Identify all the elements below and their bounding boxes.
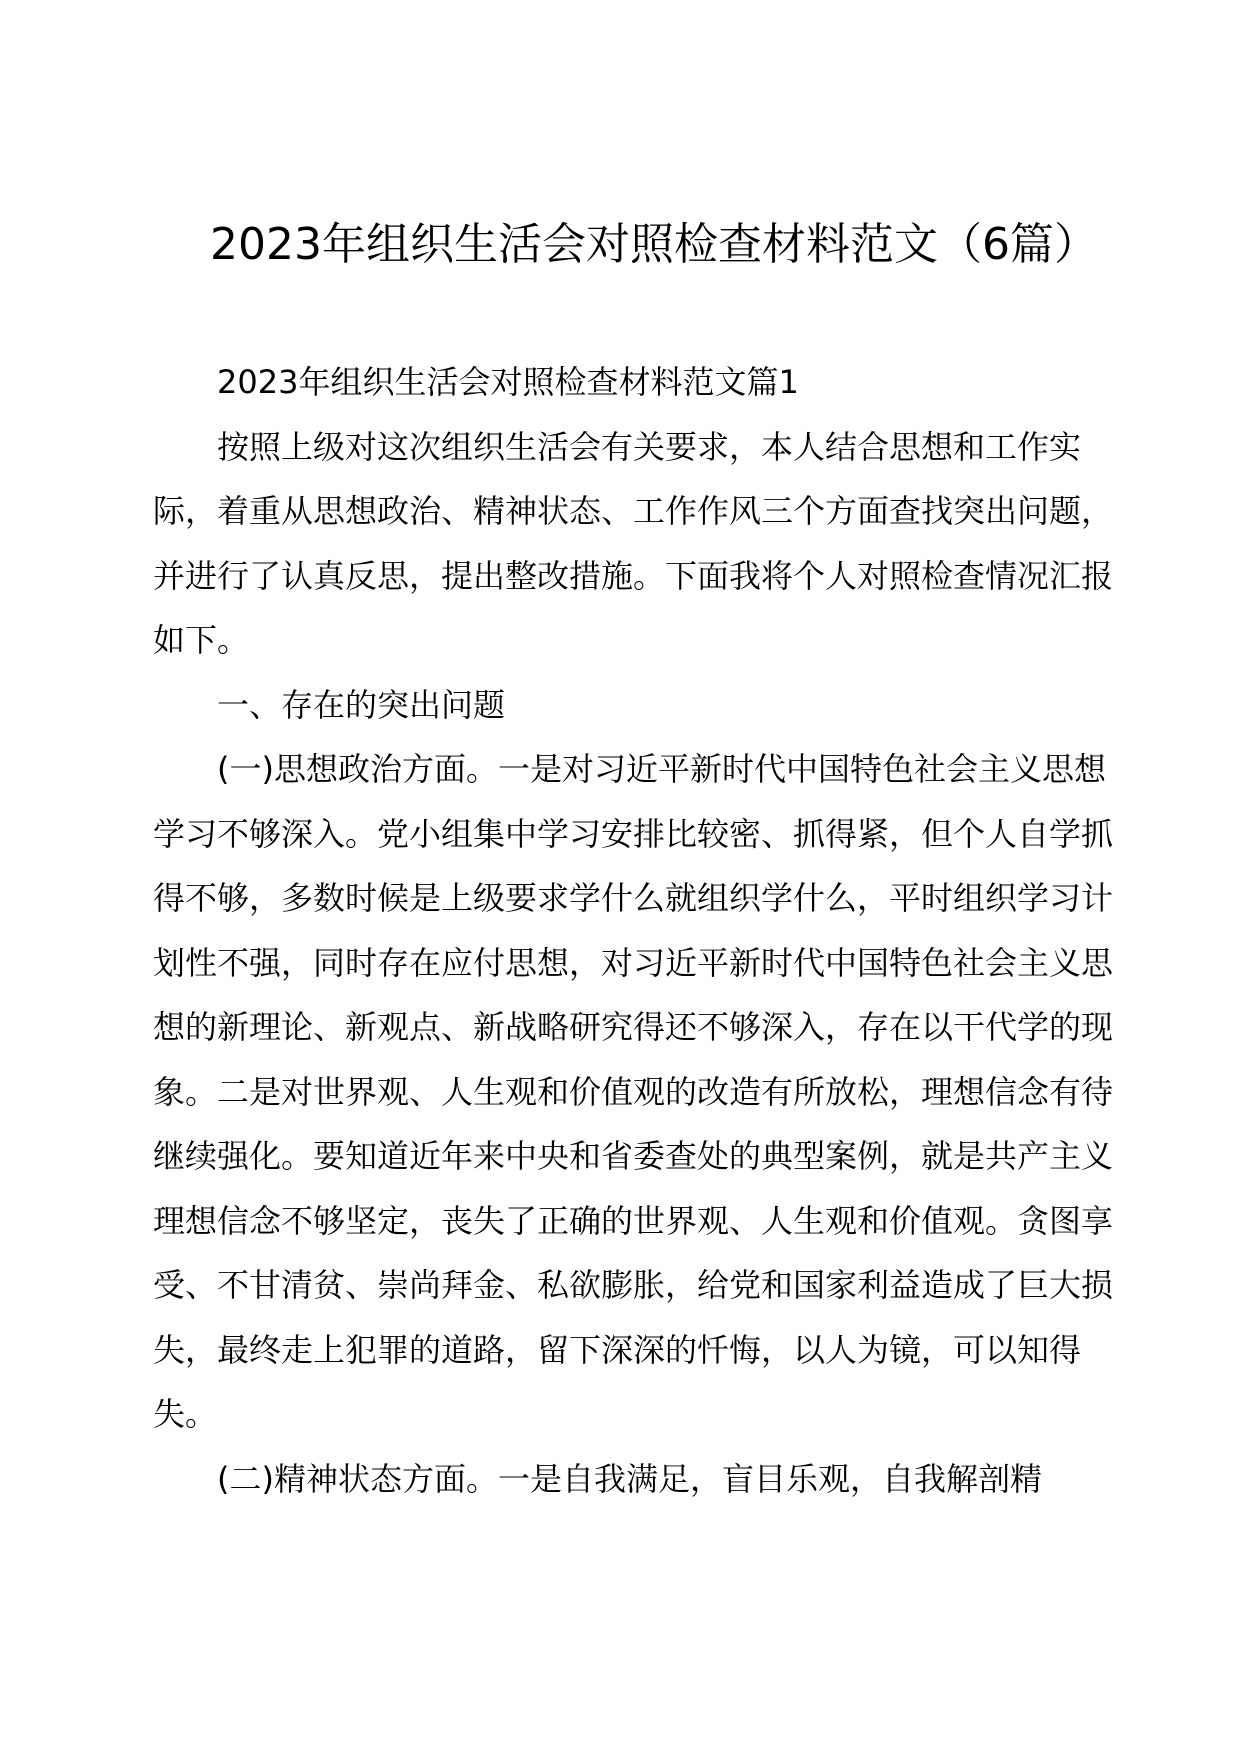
paragraph: 按照上级对这次组织生活会有关要求，本人结合思想和工作实际，着重从思想政治、精神状态、工作作风三个方面查找突出问题，并进行了认真反思，提出整改措施。下面我将个人对照检查情况汇报如下。 bbox=[153, 427, 1114, 659]
paragraph: (二)精神状态方面。一是自我满足，盲目乐观，自我解剖精 bbox=[217, 1459, 1042, 1498]
document-title: 2023年组织生活会对照检查材料范文（6篇） bbox=[210, 219, 1098, 270]
section-heading: 2023年组织生活会对照检查材料范文篇1 bbox=[217, 363, 799, 401]
paragraph: (一)思想政治方面。一是对习近平新时代中国特色社会主义思想学习不够深入。党小组集中学习安排比较密、抓得紧，但个人自学抓得不够，多数时候是上级要求学什么就组织学什么，平时组织学习计划性不强，同时存在应付思想，对习近平新时代中国特色社会主义思想的新理论、新观点、新战略研究得还不够深入，存在以干代学的现象。二是对世界观、人生观和价值观的改造有所放松，理想信念有待继续强化。要知道近年来中央和省委查处的典型案例，就是共产主义理想信念不够坚定，丧失了正确的世界观、人生观和价值观。贪图享受、不甘清贫、崇尚拜金、私欲膨胀，给党和国家利益造成了巨大损失，最终走上犯罪的道路，留下深深的忏悔，以人为镜，可以知得失。 bbox=[153, 750, 1114, 1433]
paragraph: 一、存在的突出问题 bbox=[217, 685, 506, 724]
document-body bbox=[153, 350, 1115, 1511]
